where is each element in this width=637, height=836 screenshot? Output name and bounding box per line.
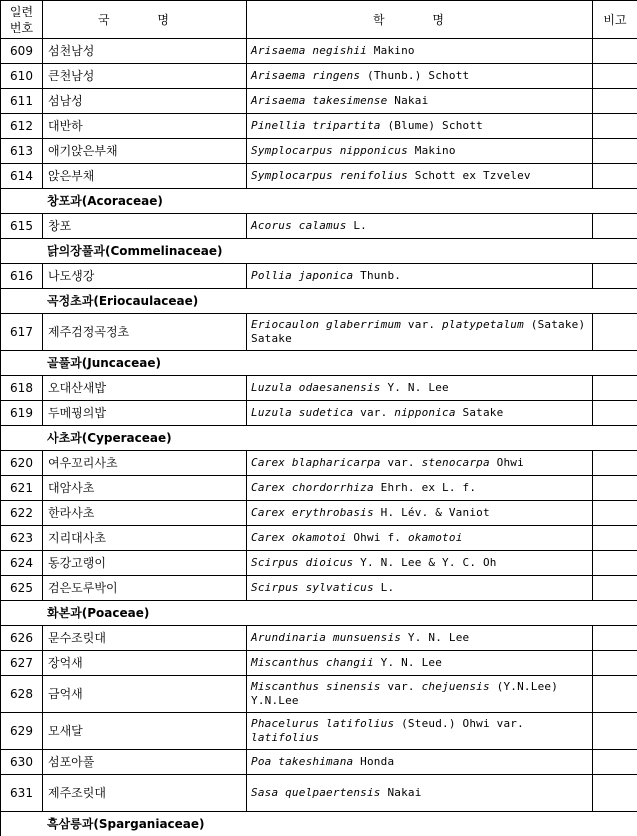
scientific-name <box>247 451 593 476</box>
serial-number: 612 <box>1 114 43 139</box>
scientific-name-author: Nakai <box>387 94 428 107</box>
korean-name: 큰천남성 <box>43 64 247 89</box>
remarks-cell <box>593 775 637 812</box>
scientific-name <box>247 64 593 89</box>
korean-name: 창포 <box>43 214 247 239</box>
serial-number: 620 <box>1 451 43 476</box>
scientific-name-genus-species: Miscanthus changii <box>251 656 374 669</box>
scientific-name-author: var. <box>381 456 422 469</box>
scientific-name-genus-species: Arundinaria munsuensis <box>251 631 401 644</box>
header-korean-name <box>43 1 247 39</box>
table-row <box>1 451 637 476</box>
serial-number: 622 <box>1 501 43 526</box>
scientific-name-genus-species: Carex chordorrhiza <box>251 481 374 494</box>
remarks-cell <box>593 476 637 501</box>
remarks-cell <box>593 713 637 750</box>
remarks-cell <box>593 39 637 64</box>
korean-name: 대반하 <box>43 114 247 139</box>
scientific-name-author: Makino <box>408 144 456 157</box>
korean-name: 지리대사초 <box>43 526 247 551</box>
scientific-name <box>247 576 593 601</box>
scientific-name-author: Ehrh. ex L. f. <box>374 481 476 494</box>
korean-name: 모새달 <box>43 713 247 750</box>
serial-number: 623 <box>1 526 43 551</box>
scientific-name-author: L. <box>374 581 394 594</box>
scientific-name <box>247 214 593 239</box>
table-row <box>1 376 637 401</box>
remarks-cell <box>593 164 637 189</box>
remarks-cell <box>593 264 637 289</box>
scientific-name <box>247 264 593 289</box>
table-row <box>1 401 637 426</box>
scientific-name-genus-species: Symplocarpus nipponicus <box>251 144 408 157</box>
scientific-name-genus-species: Luzula odaesanensis <box>251 381 381 394</box>
scientific-name-author: var. <box>381 680 422 693</box>
scientific-name <box>247 164 593 189</box>
scientific-name-author: Y. N. Lee <box>401 631 469 644</box>
serial-number: 631 <box>1 775 43 812</box>
serial-number: 614 <box>1 164 43 189</box>
scientific-name-author: L. <box>347 219 367 232</box>
remarks-cell <box>593 89 637 114</box>
scientific-name-genus-species: Miscanthus sinensis <box>251 680 381 693</box>
korean-name: 두메꿩의밥 <box>43 401 247 426</box>
serial-number: 619 <box>1 401 43 426</box>
table-row <box>1 651 637 676</box>
scientific-name <box>247 676 593 713</box>
remarks-cell <box>593 64 637 89</box>
scientific-name-author: (Blume) Schott <box>381 119 483 132</box>
header-scientific-name <box>247 1 593 39</box>
scientific-name-genus-species: Acorus calamus <box>251 219 347 232</box>
scientific-name-author: Y. N. Lee <box>374 656 442 669</box>
table-body <box>1 39 637 836</box>
scientific-name-genus-species: Arisaema ringens <box>251 69 360 82</box>
scientific-name <box>247 114 593 139</box>
family-name: 닭의장풀과(Commelinaceae) <box>1 239 637 264</box>
korean-name: 오대산새밥 <box>43 376 247 401</box>
scientific-name-genus-species: Sasa quelpaertensis <box>251 786 381 799</box>
scientific-name-author: H. Lév. & Vaniot <box>374 506 490 519</box>
table-row <box>1 139 637 164</box>
table-row <box>1 264 637 289</box>
remarks-cell <box>593 376 637 401</box>
serial-number: 624 <box>1 551 43 576</box>
table-row <box>1 114 637 139</box>
scientific-name <box>247 651 593 676</box>
scientific-name <box>247 39 593 64</box>
korean-name: 금억새 <box>43 676 247 713</box>
scientific-name <box>247 314 593 351</box>
serial-number: 616 <box>1 264 43 289</box>
scientific-name-infraspecific: stenocarpa <box>422 456 490 469</box>
table-row <box>1 713 637 750</box>
scientific-name-infraspecific: okamotoi <box>408 531 463 544</box>
remarks-cell <box>593 576 637 601</box>
scientific-name-author: var. <box>353 406 394 419</box>
korean-name: 한라사초 <box>43 501 247 526</box>
scientific-name <box>247 501 593 526</box>
scientific-name-author: (Thunb.) Schott <box>360 69 469 82</box>
family-name: 창포과(Acoraceae) <box>1 189 637 214</box>
scientific-name-genus-species: Carex blapharicarpa <box>251 456 381 469</box>
scientific-name-genus-species: Carex okamotoi <box>251 531 347 544</box>
family-name: 흑삼릉과(Sparganiaceae) <box>1 812 637 836</box>
serial-number: 609 <box>1 39 43 64</box>
remarks-cell <box>593 651 637 676</box>
korean-name: 제주조릿대 <box>43 775 247 812</box>
remarks-cell <box>593 451 637 476</box>
scientific-name <box>247 526 593 551</box>
scientific-name-author: Y. N. Lee <box>381 381 449 394</box>
scientific-name <box>247 775 593 812</box>
scientific-name-infraspecific: latifolius <box>251 731 319 744</box>
scientific-name <box>247 89 593 114</box>
remarks-cell <box>593 626 637 651</box>
scientific-name-genus-species: Eriocaulon glaberrimum <box>251 318 401 331</box>
remarks-cell <box>593 501 637 526</box>
scientific-name-author: Makino <box>367 44 415 57</box>
table-row <box>1 64 637 89</box>
scientific-name-author: Honda <box>353 755 394 768</box>
serial-number: 615 <box>1 214 43 239</box>
table-row <box>1 526 637 551</box>
family-row <box>1 601 637 626</box>
scientific-name <box>247 476 593 501</box>
table-row <box>1 775 637 812</box>
scientific-name-author: Schott ex Tzvelev <box>408 169 531 182</box>
header-korean-name-label: 국 명 <box>98 13 191 27</box>
family-row <box>1 239 637 264</box>
korean-name: 동강고랭이 <box>43 551 247 576</box>
table-row <box>1 314 637 351</box>
table-row <box>1 676 637 713</box>
serial-number: 627 <box>1 651 43 676</box>
serial-number: 629 <box>1 713 43 750</box>
scientific-name <box>247 750 593 775</box>
remarks-cell <box>593 314 637 351</box>
header-serial-number: 일련 번호 <box>1 1 43 39</box>
family-row <box>1 351 637 376</box>
table-row <box>1 39 637 64</box>
family-row <box>1 189 637 214</box>
scientific-name-infraspecific: platypetalum <box>442 318 524 331</box>
remarks-cell <box>593 750 637 775</box>
scientific-name-genus-species: Carex erythrobasis <box>251 506 374 519</box>
remarks-cell <box>593 676 637 713</box>
remarks-cell <box>593 526 637 551</box>
table-row <box>1 89 637 114</box>
scientific-name-author: var. <box>401 318 442 331</box>
table-row <box>1 164 637 189</box>
family-row <box>1 289 637 314</box>
table-row <box>1 551 637 576</box>
scientific-name-genus-species: Phacelurus latifolius <box>251 717 394 730</box>
scientific-name-author: Y. N. Lee & Y. C. Oh <box>353 556 496 569</box>
family-row <box>1 812 637 836</box>
remarks-cell <box>593 401 637 426</box>
serial-number: 618 <box>1 376 43 401</box>
scientific-name <box>247 401 593 426</box>
header-remarks: 비고 <box>593 1 637 39</box>
table-row <box>1 501 637 526</box>
scientific-name <box>247 713 593 750</box>
serial-number: 625 <box>1 576 43 601</box>
table-row <box>1 750 637 775</box>
remarks-cell <box>593 551 637 576</box>
family-name: 화본과(Poaceae) <box>1 601 637 626</box>
korean-name: 문수조릿대 <box>43 626 247 651</box>
scientific-name-author: Ohwi f. <box>347 531 408 544</box>
scientific-name-genus-species: Arisaema takesimense <box>251 94 387 107</box>
scientific-name-infraspecific-author: Satake <box>456 406 504 419</box>
scientific-name <box>247 376 593 401</box>
scientific-name-genus-species: Scirpus dioicus <box>251 556 353 569</box>
family-name: 골풀과(Juncaceae) <box>1 351 637 376</box>
scientific-name-infraspecific-author: Ohwi <box>490 456 524 469</box>
remarks-cell <box>593 139 637 164</box>
scientific-name <box>247 139 593 164</box>
korean-name: 섬포아풀 <box>43 750 247 775</box>
korean-name: 여우꼬리사초 <box>43 451 247 476</box>
family-name: 곡정초과(Eriocaulaceae) <box>1 289 637 314</box>
table-row <box>1 214 637 239</box>
scientific-name-genus-species: Poa takeshimana <box>251 755 353 768</box>
family-row <box>1 426 637 451</box>
scientific-name <box>247 626 593 651</box>
scientific-name-author: (Steud.) Ohwi var. <box>394 717 524 730</box>
korean-name: 섬천남성 <box>43 39 247 64</box>
table-header-row <box>1 1 637 39</box>
remarks-cell <box>593 214 637 239</box>
serial-number: 628 <box>1 676 43 713</box>
serial-number: 610 <box>1 64 43 89</box>
serial-number: 630 <box>1 750 43 775</box>
scientific-name-author: Thunb. <box>353 269 401 282</box>
korean-name: 제주검정곡정초 <box>43 314 247 351</box>
korean-name: 검은도루박이 <box>43 576 247 601</box>
scientific-name-author: Nakai <box>381 786 422 799</box>
scientific-name-genus-species: Pinellia tripartita <box>251 119 381 132</box>
korean-name: 앉은부채 <box>43 164 247 189</box>
table-row <box>1 576 637 601</box>
serial-number: 611 <box>1 89 43 114</box>
serial-number: 613 <box>1 139 43 164</box>
serial-number: 617 <box>1 314 43 351</box>
korean-name: 나도생강 <box>43 264 247 289</box>
remarks-cell <box>593 114 637 139</box>
serial-number: 626 <box>1 626 43 651</box>
scientific-name-genus-species: Arisaema negishii <box>251 44 367 57</box>
serial-number: 621 <box>1 476 43 501</box>
scientific-name-infraspecific-author: (Satake) Satake <box>251 318 585 345</box>
scientific-name-infraspecific: nipponica <box>394 406 455 419</box>
scientific-name-infraspecific: chejuensis <box>422 680 490 693</box>
family-name: 사초과(Cyperaceae) <box>1 426 637 451</box>
scientific-name <box>247 551 593 576</box>
scientific-name-infraspecific-author: (Y.N.Lee) Y.N.Lee <box>251 680 558 707</box>
table-row <box>1 476 637 501</box>
header-scientific-name-label: 학 명 <box>373 13 466 27</box>
scientific-name-genus-species: Scirpus sylvaticus <box>251 581 374 594</box>
korean-name: 애기앉은부채 <box>43 139 247 164</box>
korean-name: 대암사초 <box>43 476 247 501</box>
korean-name: 섬남성 <box>43 89 247 114</box>
table-row <box>1 626 637 651</box>
scientific-name-genus-species: Symplocarpus renifolius <box>251 169 408 182</box>
korean-name: 장억새 <box>43 651 247 676</box>
scientific-name-genus-species: Pollia japonica <box>251 269 353 282</box>
scientific-name-genus-species: Luzula sudetica <box>251 406 353 419</box>
